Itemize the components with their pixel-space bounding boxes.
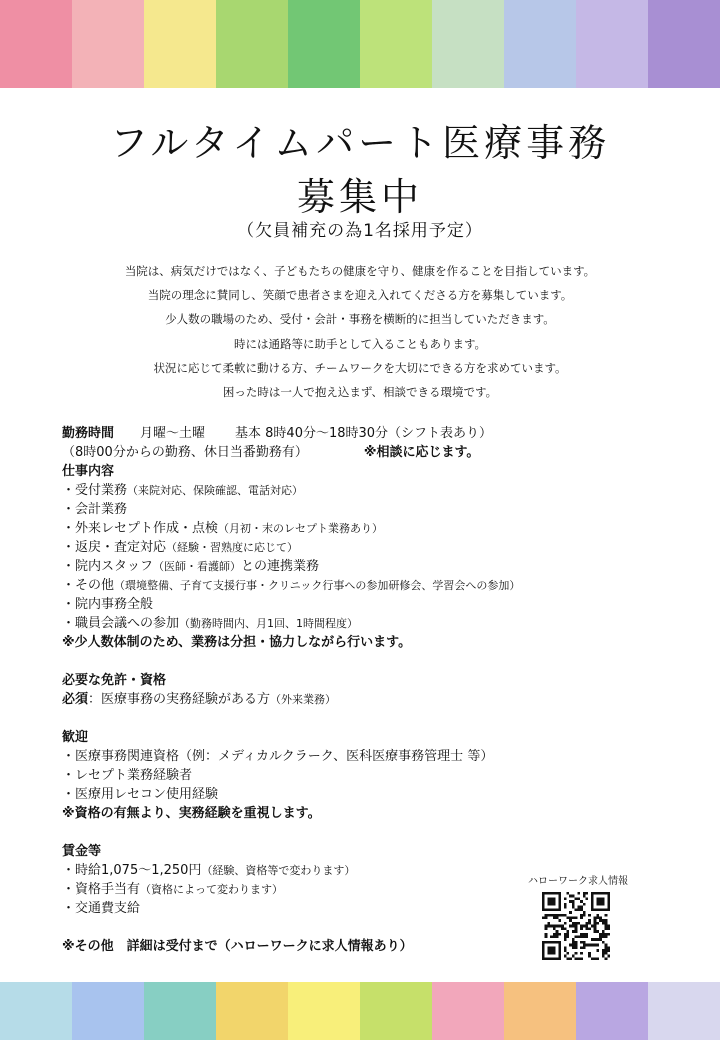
intro-text <box>0 259 720 404</box>
hours-note: （8時00分からの勤務、休日当番勤務有） <box>62 445 308 460</box>
duty-item: ・受付業務（来院対応、保険確認、電話対応） <box>62 483 304 498</box>
bottom-color-band <box>0 982 720 1040</box>
duty-item: ・院内事務全般 <box>62 597 154 612</box>
duty-item: ・返戻・査定対応（経験・習熟度に応じて） <box>62 540 299 555</box>
wages-label: 賃金等 <box>62 844 102 859</box>
color-stripe <box>144 982 216 1040</box>
intro-line: 状況に応じて柔軟に動ける方、チームワークを大切にできる方を求めています。 <box>153 360 567 375</box>
duties-label: 仕事内容 <box>62 464 115 479</box>
intro-line: 時には通路等に助手として入ることもあります。 <box>233 336 487 351</box>
welcome-item: ・医療用レセコン使用経験 <box>62 787 219 802</box>
duty-item: ・職員会議への参加（勤務時間内、月1回、1時間程度） <box>62 616 359 631</box>
duty-item: ・外来レセプト作成・点検（月初・末のレセプト業務あり） <box>62 521 384 536</box>
welcome-label: 歓迎 <box>62 730 89 745</box>
duties-note: ※少人数体制のため、業務は分担・協力しながら行います。 <box>62 635 412 650</box>
color-stripe <box>504 0 576 88</box>
intro-line: 当院の理念に賛同し、笑顔で患者さまを迎え入れてくださる方を募集しています。 <box>147 288 573 303</box>
hiring-subtitle: （欠員補充の為1名採用予定） <box>237 221 483 241</box>
color-stripe <box>648 0 720 88</box>
page-title-recruiting: 募集中 <box>296 175 423 219</box>
color-stripe <box>360 982 432 1040</box>
qr-label: ハローワーク求人情報 <box>528 876 628 887</box>
duty-item: ・院内スタッフ（医師・看護師）との連携業務 <box>62 559 320 574</box>
intro-line: 当院は、病気だけではなく、子どもたちの健康を守り、健康を作ることを目指しています。 <box>124 264 596 278</box>
hours-basic: 基本 8時40分～18時30分（シフト表あり） <box>235 426 493 441</box>
page-title: フルタイムパート医療事務 <box>109 121 611 165</box>
wage-item: ・資格手当有（資格によって変わります） <box>62 882 284 897</box>
color-stripe <box>72 982 144 1040</box>
wage-item: ・交通費支給 <box>62 901 141 916</box>
welcome-item: ・レセプト業務経験者 <box>62 768 193 783</box>
color-stripe <box>576 0 648 88</box>
wage-item: ・時給1,075～1,250円（経験、資格等で変わります） <box>62 863 356 878</box>
color-stripe <box>432 0 504 88</box>
color-stripe <box>360 0 432 88</box>
color-stripe <box>432 982 504 1040</box>
color-stripe <box>144 0 216 88</box>
qr-code-icon[interactable] <box>542 892 610 960</box>
hours-consult: ※相談に応じます。 <box>363 445 480 460</box>
intro-line: 困った時は一人で抱え込まず、相談できる環境です。 <box>222 384 498 399</box>
required-text: ：医療事務の実務経験がある方 <box>88 692 271 707</box>
required-label: 必須 <box>62 692 89 707</box>
duty-item: ・会計業務 <box>62 502 128 517</box>
color-stripe <box>504 982 576 1040</box>
hours-row <box>62 424 702 443</box>
required-sub: （外来業務） <box>270 693 337 706</box>
footer-note: ※その他 詳細は受付まで（ハローワークに求人情報あり） <box>62 939 413 954</box>
color-stripe <box>0 0 72 88</box>
intro-line: 少人数の職場のため、受付・会計・事務を横断的に担当していただきます。 <box>165 312 555 327</box>
requirements-row <box>62 690 702 709</box>
color-stripe <box>0 982 72 1040</box>
hours-days: 月曜～土曜 <box>140 426 206 441</box>
hours-note-row <box>62 443 702 462</box>
color-stripe <box>288 0 360 88</box>
color-stripe <box>72 0 144 88</box>
color-stripe <box>648 982 720 1040</box>
welcome-item: ・医療事務関連資格（例：メディカルクラーク、医科医療事務管理士 等） <box>62 749 494 764</box>
requirements-label: 必要な免許・資格 <box>62 673 167 688</box>
duty-item: ・その他（環境整備、子育て支援行事・クリニック行事への参加研修会、学習会への参加） <box>62 578 521 593</box>
color-stripe <box>216 982 288 1040</box>
top-color-band <box>0 0 720 88</box>
color-stripe <box>216 0 288 88</box>
color-stripe <box>576 982 648 1040</box>
hours-label: 勤務時間 <box>62 426 115 441</box>
color-stripe <box>288 982 360 1040</box>
welcome-note: ※資格の有無より、実務経験を重視します。 <box>62 806 321 821</box>
